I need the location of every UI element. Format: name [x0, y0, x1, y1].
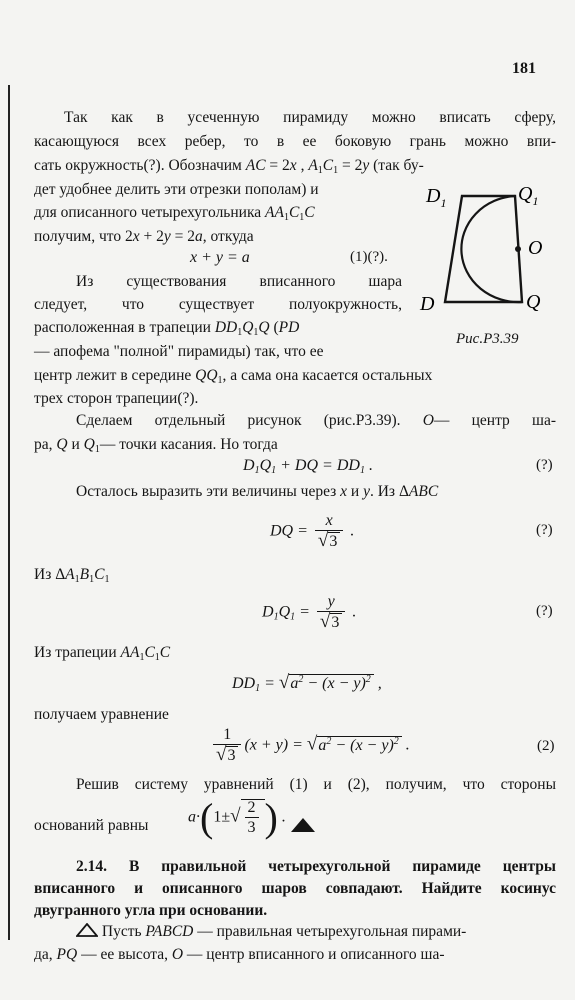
problem-text: вписанного и описанного шаров совпадают. Найдите косинус: [34, 880, 556, 897]
margin-rule: [8, 85, 10, 940]
text-line: получаем уравнение: [34, 706, 169, 723]
text-line: трех сторон трапеции(?).: [34, 390, 199, 407]
equation-dd1: $DD_1 = √a^2 - (x - y)^2$ ,: [232, 672, 382, 694]
equation-2: $\frac{1}{√3}$ $(x + y) = √a^2 - (x - y)^2$ .: [210, 727, 410, 765]
text-line: Из существования вписанного шара: [76, 273, 402, 290]
page-number: 181: [512, 60, 536, 77]
equation-answer: a·(1±√ $\frac{2}{3}$ ) .: [188, 795, 286, 840]
label-q: Q: [526, 291, 541, 313]
equation-1: x + y = a: [190, 249, 250, 266]
label-q1: $Q_1$: [518, 183, 539, 208]
problem-heading: 2.14. В правильной четырехугольной пирамиде центры: [76, 858, 557, 875]
text-line: Из $\Delta A_1B_1C_1$: [34, 566, 110, 585]
text-line: оснований равны: [34, 817, 149, 834]
text-line: расположенная в трапеции $DD_1Q_1Q$ (PD: [34, 319, 300, 338]
equation-label: (1)(?).: [350, 249, 388, 265]
text-line: ра, Q и $Q_1—$ точки касания. Но тогда: [34, 436, 278, 455]
equation-label: (2): [537, 738, 555, 754]
equation-d1q1: $D_1Q_1$ = $\frac{y}{√3}$ .: [262, 593, 357, 632]
text-line: да, PQ — ее высота, O — центр вписанного и описанного ша-: [34, 946, 445, 963]
semicircle-arc: [461, 196, 522, 302]
text-line: Так как в усеченную пирамиду можно вписать сферу,: [64, 109, 556, 126]
text-line: Из трапеции $AA_1C_1C$: [34, 644, 171, 663]
text-line: центр лежит в середине $QQ_1$, а сама она касается остальных: [34, 367, 433, 386]
trapezoid-shape: [445, 196, 522, 302]
text-line: касающуюся всех ребер, то в ее боковую грань можно впи-: [34, 133, 556, 150]
equation-dq: DQ = $\frac{x}{√3}$ .: [270, 512, 355, 551]
text-line: Сделаем отдельный рисунок (рис.Р3.39). O— центр ша-: [76, 412, 556, 429]
label-o: O: [528, 237, 543, 259]
text-line: — апофема "полной" пирамиды) так, что ее: [34, 343, 324, 360]
trapezoid-figure: [418, 178, 548, 328]
end-of-solution-icon: [290, 817, 316, 833]
text-line: Решив систему уравнений (1) и (2), получим, что стороны: [76, 776, 556, 793]
equation-label: (?): [536, 522, 553, 538]
equation-label: (?): [536, 603, 553, 619]
label-d: D: [420, 293, 435, 315]
label-d1: $D_1$: [426, 185, 447, 210]
equation-sum: $D_1Q_1$ + DQ = $DD_1$ .: [243, 457, 373, 476]
start-of-solution-icon: [76, 923, 98, 937]
text-line: получим, что 2x + 2y = 2a, откуда: [34, 228, 254, 245]
text-line: для описанного четырехугольника $AA_1C_1C$: [34, 204, 315, 223]
text-line: Пусть PABCD — правильная четырехугольная пирами-: [76, 922, 466, 942]
text-line: дет удобнее делить эти отрезки пополам) и: [34, 181, 319, 198]
equation-label: (?): [536, 457, 553, 473]
text-line: сать окружность(?). Обозначим AC = 2x , $A_1C_1 = 2y$ (так бу-: [34, 157, 424, 176]
text-line: следует, что существует полуокружность,: [34, 296, 402, 313]
problem-text: двугранного угла при основании.: [34, 902, 268, 919]
text-line: Осталось выразить эти величины через x и y. Из ΔABC: [76, 483, 439, 500]
figure-caption: Рис.Р3.39: [456, 331, 519, 347]
center-point: [515, 246, 521, 252]
